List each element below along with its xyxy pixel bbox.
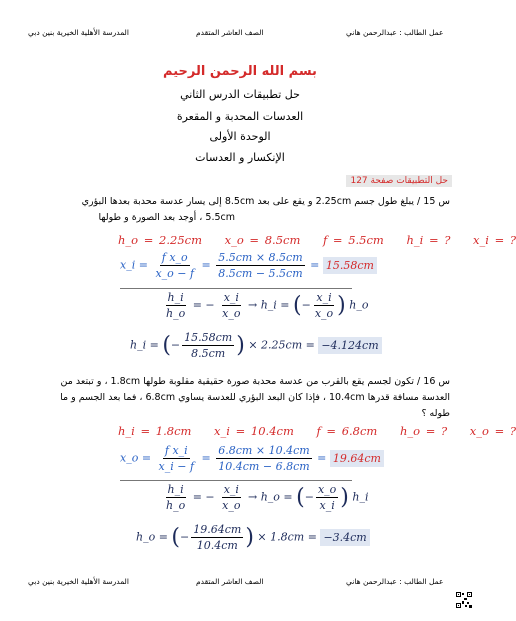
given-xo: x_o = 8.5cm — [224, 233, 301, 247]
q16-ratio-equation: $\frac{h\_i}{h\_o}$ = − $\frac{x\_i}{x\_o}$ → h_o = (− $\frac{x\_o}{x\_i}$ ) h_i — [166, 483, 369, 512]
q15-given — [118, 233, 516, 247]
given-ho: h_o = 2.25cm — [118, 233, 202, 247]
lesson-title: حل تطبيقات الدرس الثاني — [180, 88, 300, 101]
topic-title: العدسات المحدبة و المقعرة — [176, 110, 304, 123]
section-label: حل التطبيقات صفحة 127 — [346, 175, 452, 187]
q16-line3: طوله ؟ — [421, 408, 450, 419]
unit-name: الإنكسار و العدسات — [195, 151, 285, 164]
xi-formula: $\frac{\text{f x\_o}}{x\_o - f}$ — [155, 251, 195, 280]
xo-result: 19.64cm — [330, 450, 384, 467]
page-footer — [0, 575, 480, 589]
q15-hi-equation: h_i = (− $\frac{15.58cm}{8.5cm}$ ) × 2.25cm = −4.124cm — [130, 331, 382, 360]
divider — [120, 480, 352, 481]
q16-given: h_i = 1.8cm x_i = 10.4cm f = 6.8cm h_o = ? x_o = ? — [118, 424, 516, 438]
unit-title: الوحدة الأولى — [209, 130, 271, 143]
q15-line1: س 15 / يبلغ طول جسم 2.25cm و يقع على بعد 8.5cm إلى يسار عدسة محدبة بعدها البؤري — [81, 196, 450, 207]
q16-xo-equation: x_o = $\frac{\text{f x\_i}}{x\_i - f}$ = $\frac{6.8cm \times 10.4cm}{10.4cm - 6.8cm}$ = 19.64cm — [120, 444, 384, 473]
school-name: المدرسة الأهلية الخيرية بنين دبي — [28, 577, 129, 586]
student-name: عمل الطالب : عبدالرحمن هاني — [346, 577, 444, 586]
grade-label: الصف العاشر المتقدم — [196, 577, 264, 586]
qr-code-icon — [456, 592, 472, 608]
ho-result: −3.4cm — [320, 529, 369, 546]
given-f: f = 5.5cm — [322, 233, 384, 247]
q15-xi-equation: x_i = $\frac{\text{f x\_o}}{x\_o - f}$ = $\frac{5.5cm \times 8.5cm}{8.5cm - 5.5cm}$ = 15.58cm — [120, 251, 377, 280]
student-name: عمل الطالب : عبدالرحمن هاني — [346, 28, 444, 37]
q16-ho-equation: h_o = (− $\frac{19.64cm}{10.4cm}$ ) × 1.8cm = −3.4cm — [136, 523, 370, 552]
basmala: بسم الله الرحمن الرحيم — [163, 64, 317, 79]
grade-label: الصف العاشر المتقدم — [196, 28, 264, 37]
page-header — [0, 26, 480, 40]
divider — [120, 288, 352, 289]
q15-ratio-equation: $\frac{h\_i}{h\_o}$ = − $\frac{x\_i}{x\_o}$ → h_i = (− $\frac{x\_i}{x\_o}$ ) h_o — [166, 291, 369, 320]
q16-line2: العدسة مسافة قدرها 10.4cm ، فإذا كان البعد البؤري للعدسة يساوي 6.8cm ، فما بعد الجسم و ما — [60, 392, 450, 403]
q16-line1: س 16 / تكون لجسم يقع بالقرب من عدسة محدبة صورة حقيقية مقلوبة طولها 1.8cm ، و تبتعد من — [60, 376, 450, 387]
school-name: المدرسة الأهلية الخيرية بنين دبي — [28, 28, 129, 37]
xi-result: 15.58cm — [323, 257, 377, 274]
xi-substitution: $\frac{5.5cm \times 8.5cm}{8.5cm - 5.5cm}$ — [218, 251, 303, 280]
xi-lhs: x_i = — [120, 258, 148, 272]
hi-result: −4.124cm — [318, 337, 381, 354]
given-hi: h_i = ? — [406, 233, 451, 247]
q15-line2: 5.5cm ، أوجد بعد الصورة و طولها — [98, 212, 235, 223]
given-xi: x_i = ? — [473, 233, 516, 247]
